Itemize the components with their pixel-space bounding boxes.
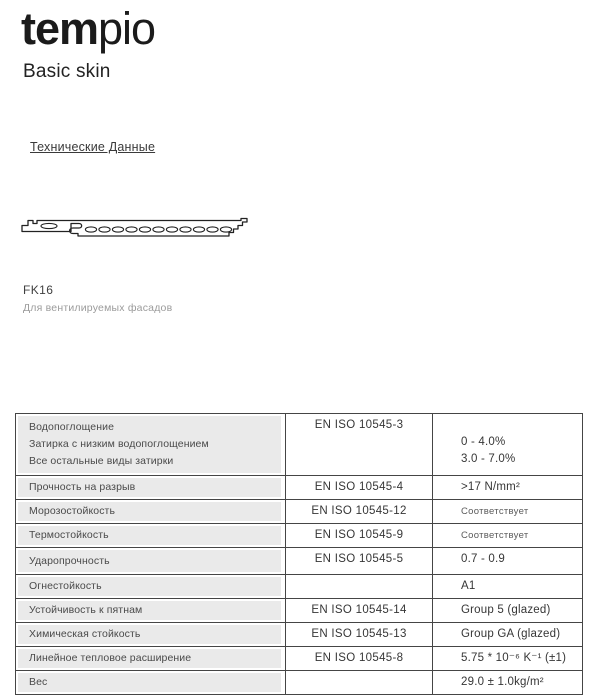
spec-label-cell [16, 575, 285, 598]
spec-label: Огнестойкость [29, 580, 102, 592]
technical-data-link[interactable]: Технические Данные [30, 140, 156, 154]
spec-label-cell [16, 548, 285, 574]
spec-label-cell [16, 524, 285, 547]
spec-label: Морозостойкость [29, 505, 116, 517]
label-cell-fill [18, 649, 281, 668]
spec-standard-cell: EN ISO 10545-14 [285, 599, 432, 622]
label-cell-fill [18, 502, 281, 521]
panel-profile-drawing [19, 215, 251, 243]
spec-value-cell [432, 623, 582, 646]
table-row [16, 598, 582, 622]
spec-value-cell [432, 647, 582, 670]
label-cell-fill [18, 416, 281, 473]
spec-standard-cell: EN ISO 10545-8 [285, 647, 432, 670]
table-row [16, 523, 582, 547]
label-cell-fill [18, 601, 281, 620]
spec-label: Прочность на разрыв [29, 481, 136, 493]
spec-label-cell [16, 647, 285, 670]
table-row [16, 414, 582, 475]
profile-code: FK16 [23, 283, 54, 297]
spec-label-cell [16, 500, 285, 523]
spec-value: A1 [461, 580, 476, 592]
spec-label: Вес [29, 676, 48, 688]
label-cell-fill [18, 673, 281, 692]
spec-label: Линейное тепловое расширение [29, 652, 192, 664]
spec-standard-cell: EN ISO 10545-13 [285, 623, 432, 646]
spec-standard-cell: EN ISO 10545-3 [285, 414, 432, 475]
spec-value: 0.7 - 0.9 [461, 553, 505, 565]
spec-value-cell [432, 414, 582, 475]
table-row [16, 547, 582, 574]
spec-label-cell [16, 671, 285, 694]
profile-description: Для вентилируемых фасадов [23, 302, 173, 314]
spec-label-cell [16, 623, 285, 646]
spec-value: >17 N/mm² [461, 481, 520, 493]
product-name: Basic skin [23, 61, 111, 82]
label-cell-fill [18, 478, 281, 497]
table-row [16, 574, 582, 598]
spec-label: Химическая стойкость [29, 628, 141, 640]
spec-value [461, 417, 582, 434]
spec-value: 3.0 - 7.0% [461, 453, 516, 465]
spec-value: 29.0 ± 1.0kg/m² [461, 676, 544, 688]
spec-label: Затирка с низким водопоглощением [29, 438, 209, 450]
table-row [16, 646, 582, 670]
spec-value-cell [432, 671, 582, 694]
spec-value: 5.75 * 10⁻⁶ K⁻¹ (±1) [461, 652, 567, 664]
spec-value-cell [432, 500, 582, 523]
label-cell-fill [18, 550, 281, 572]
spec-value: 0 - 4.0% [461, 436, 506, 448]
brand-logo [21, 3, 156, 54]
label-cell-fill [18, 526, 281, 545]
spec-value: Соответствует [461, 530, 529, 541]
spec-value-cell [432, 575, 582, 598]
spec-label: Все остальные виды затирки [29, 455, 174, 467]
table-row [16, 622, 582, 646]
brand-logo-light: pio [98, 3, 156, 54]
table-row [16, 499, 582, 523]
spec-standard-cell: EN ISO 10545-5 [285, 548, 432, 574]
spec-standard-cell: EN ISO 10545-4 [285, 476, 432, 499]
label-cell-fill [18, 625, 281, 644]
spec-label: Ударопрочность [29, 554, 110, 567]
spec-value-cell [432, 476, 582, 499]
spec-label: Водопоглощение [29, 421, 115, 433]
spec-label-cell [16, 599, 285, 622]
spec-standard-cell [285, 575, 432, 598]
spec-standard-cell [285, 671, 432, 694]
table-row [16, 475, 582, 499]
spec-value: Соответствует [461, 506, 529, 517]
spec-standard-cell: EN ISO 10545-12 [285, 500, 432, 523]
spec-value-cell [432, 599, 582, 622]
spec-label: Термостойкость [29, 529, 109, 541]
spec-label-cell [16, 476, 285, 499]
spec-value-cell [432, 548, 582, 574]
panel-cross-section-icon [19, 215, 251, 243]
table-row [16, 670, 582, 694]
spec-standard-cell: EN ISO 10545-9 [285, 524, 432, 547]
spec-value: Group GA (glazed) [461, 628, 561, 640]
spec-label: Устойчивость к пятнам [29, 604, 143, 616]
technical-specs-table [15, 413, 583, 695]
spec-label-cell [16, 414, 285, 475]
spec-value-cell [432, 524, 582, 547]
spec-value: Group 5 (glazed) [461, 604, 551, 616]
label-cell-fill [18, 577, 281, 596]
brand-logo-bold: tem [21, 3, 99, 54]
